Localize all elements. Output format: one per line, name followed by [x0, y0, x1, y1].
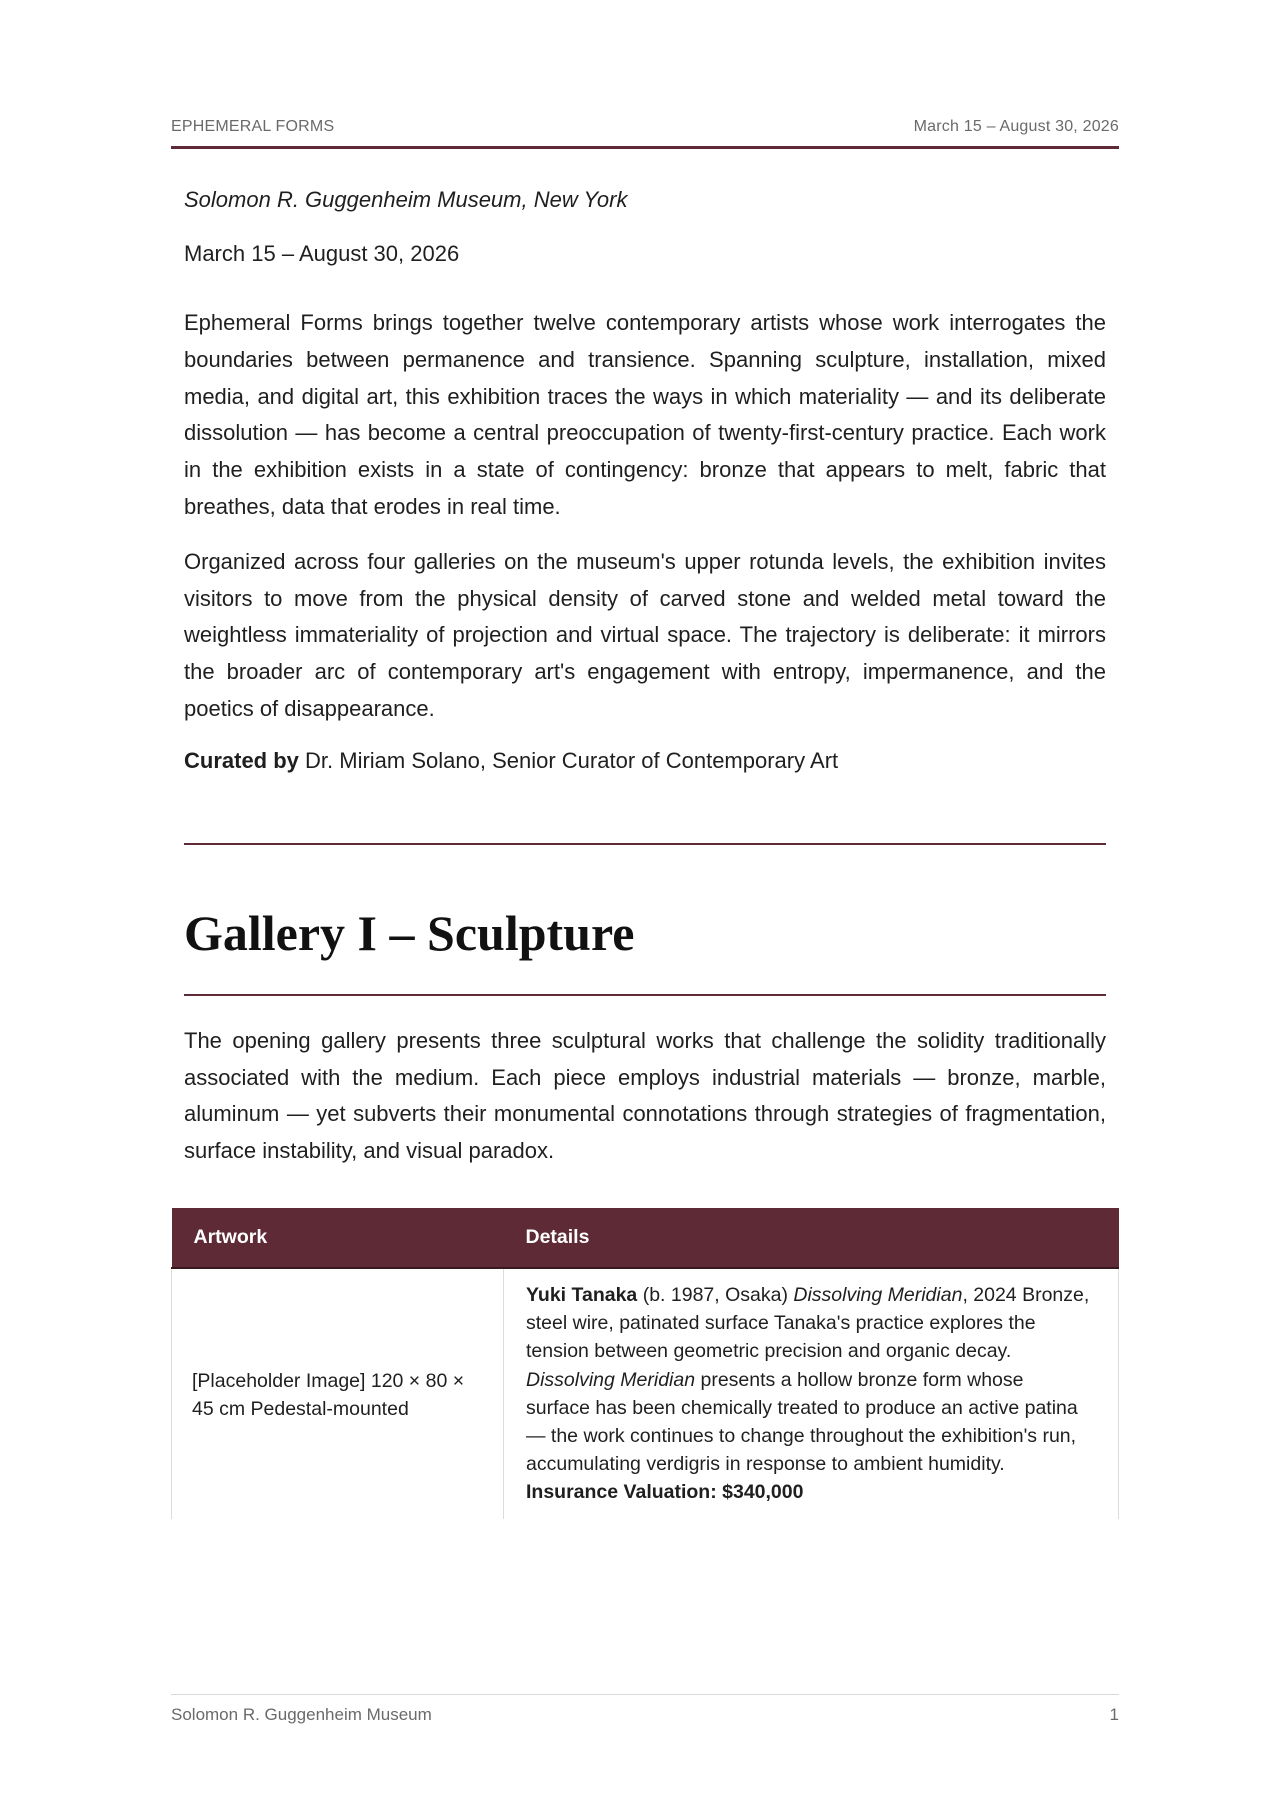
artwork-year-materials: , 2024 Bronze, steel wire, patinated surface Tanaka's practice explores the tension between geometric precision and organic decay.	[526, 1284, 1090, 1363]
insurance-valuation: Insurance Valuation: $340,000	[526, 1481, 804, 1504]
intro-paragraph: Organized across four galleries on the museum's upper rotunda levels, the exhibition invites visitors to move from the physical density of carved stone and welded metal toward the weightless immateriality of projection and virtual space. The trajectory is deliberate: it mirrors the broader arc of contemporary art's engagement with entropy, impermanence, and the poetics of disappearance.	[184, 548, 1106, 721]
artwork-image-placeholder: [Placeholder Image] 120 × 80 × 45 cm Pedestal-mounted	[172, 1268, 504, 1519]
page-number: 1	[1109, 1705, 1119, 1724]
section-divider	[184, 843, 1106, 845]
curator-label: Curated by	[184, 747, 299, 773]
exhibition-dates: March 15 – August 30, 2026	[184, 241, 460, 266]
running-header-dates: March 15 – August 30, 2026	[913, 118, 1119, 135]
table-header-row	[172, 1208, 1119, 1268]
column-header-details: Details	[504, 1208, 1119, 1268]
exhibition-content	[184, 180, 1106, 1170]
artwork-details	[504, 1268, 1119, 1519]
artwork-table	[171, 1208, 1119, 1519]
column-header-artwork: Artwork	[172, 1208, 504, 1268]
running-header-title: EPHEMERAL FORMS	[171, 118, 335, 135]
artwork-title-inline: Dissolving Meridian	[526, 1368, 696, 1391]
artist-info: (b. 1987, Osaka)	[637, 1284, 794, 1306]
running-footer	[171, 1694, 1119, 1725]
venue: Solomon R. Guggenheim Museum, New York	[184, 187, 628, 212]
section-divider	[184, 994, 1106, 996]
intro-paragraph: Ephemeral Forms brings together twelve contemporary artists whose work interrogates the boundaries between permanence and transience. Spanning sculpture, installation, mixed media, and digital art, this exhibition traces the ways in which materiality — and its deliberate dissolution — has become a central preoccupation of twenty-first-century practice. Each work in the exhibition exists in a state of contingency: bronze that appears to melt, fabric that breathes, data that erodes in real time.	[184, 310, 1106, 519]
table-row	[172, 1268, 1119, 1519]
running-header	[171, 118, 1119, 149]
curator-name: Dr. Miriam Solano, Senior Curator of Contemporary Art	[298, 747, 839, 773]
artwork-title: Dissolving Meridian	[793, 1284, 963, 1306]
footer-institution: Solomon R. Guggenheim Museum	[171, 1705, 432, 1724]
gallery-title: Gallery I – Sculpture	[184, 904, 635, 961]
artwork-description: presents a hollow bronze form whose surface has been chemically treated to produce an active patina — the work continues to change throughout the exhibition's run, accumulating verdigris in response to ambient humidity.	[526, 1368, 1078, 1476]
curator-credit	[184, 744, 1106, 778]
gallery-intro: The opening gallery presents three sculptural works that challenge the solidity traditionally associated with the medium. Each piece employs industrial materials — bronze, marble, aluminum — yet subverts their monumental connotations through strategies of fragmentation, surface instability, and visual paradox.	[184, 1027, 1106, 1164]
artist-name: Yuki Tanaka	[526, 1284, 638, 1306]
